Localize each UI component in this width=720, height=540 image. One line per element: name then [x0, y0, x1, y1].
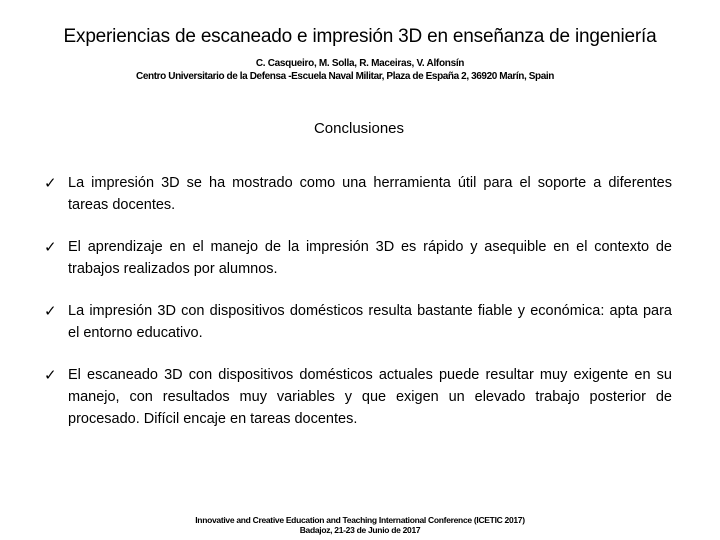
conclusions-list — [44, 172, 672, 430]
section-heading: Conclusiones — [313, 120, 405, 137]
check-icon: ✓ — [44, 238, 57, 256]
affiliation: Centro Universitario de la Defensa -Escuela Naval Militar, Plaza de España 2, 36920 Marín, Spain — [136, 71, 554, 82]
slide-title: Experiencias de escaneado e impresión 3D en enseñanza de ingeniería — [63, 26, 657, 47]
check-icon: ✓ — [44, 174, 57, 192]
conclusion-text: El aprendizaje en el manejo de la impresión 3D es rápido y asequible en el contexto de trabajos realizados por alumnos. — [68, 239, 672, 277]
conclusion-text: El escaneado 3D con dispositivos domésticos actuales puede resultar muy exigente en su manejo, con resultados muy variables y que exigen un elevado trabajo posterior de procesado. Difícil encaje en tareas docentes. — [68, 367, 672, 427]
conclusion-item — [44, 236, 672, 280]
conclusion-text: La impresión 3D con dispositivos domésticos resulta bastante fiable y económica: apta para el entorno educativo. — [68, 303, 672, 341]
check-icon: ✓ — [44, 366, 57, 384]
authors: C. Casqueiro, M. Solla, R. Maceiras, V. Alfonsín — [255, 58, 465, 69]
check-icon: ✓ — [44, 302, 57, 320]
conclusion-item — [44, 364, 672, 430]
conclusion-text: La impresión 3D se ha mostrado como una herramienta útil para el soporte a diferentes tareas docentes. — [68, 175, 672, 213]
conclusion-item — [44, 300, 672, 344]
footer-conference: Innovative and Creative Education and Teaching International Conference (ICETIC 2017) — [195, 515, 525, 525]
conclusion-item — [44, 172, 672, 216]
footer-location-date: Badajoz, 21-23 de Junio de 2017 — [299, 525, 421, 535]
footer — [0, 515, 720, 535]
